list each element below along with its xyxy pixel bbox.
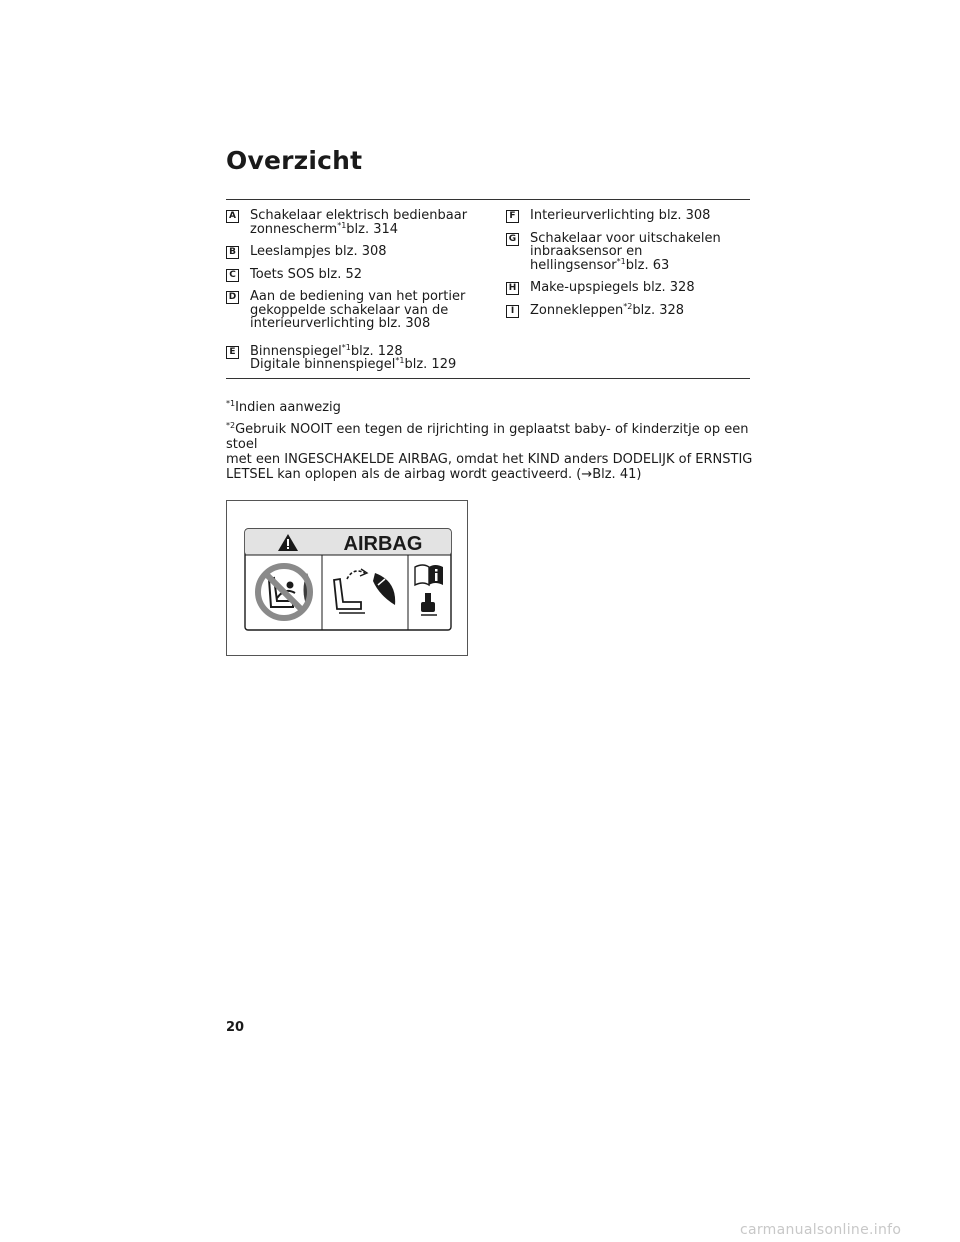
item-g-line-3: hellingsensor [530,257,617,273]
key-badge-h: H [506,282,519,295]
key-badge-i: I [506,305,519,318]
key-badge-d: D [226,291,239,304]
item-g-line-2: inbraaksensor en [530,244,643,259]
airbag-warning-label [227,501,467,655]
item-a-page-ref[interactable]: blz. 314 [346,221,399,237]
footnote-2-line-3[interactable]: LETSEL kan oplopen als de airbag wordt geactiveerd. (→Blz. 41) [226,467,642,482]
item-e-line-1: Binnenspiegel [250,343,342,359]
page-number: 20 [226,1020,245,1035]
footnote-2-marker: *2 [226,421,236,430]
item-a-line-1: Schakelaar elektrisch bedienbaar [250,208,468,223]
item-a-line-2: zonnescherm [250,221,338,237]
bottom-divider [226,378,750,379]
airbag-label-frame [226,500,468,656]
item-e-extra-footnote-ref: *1 [395,356,405,365]
item-e-page-ref[interactable]: blz. 128 [350,343,403,359]
key-badge-g: G [506,233,519,246]
legend-item-f [506,209,750,223]
key-badge-a: A [226,210,239,223]
legend-item-h [506,281,750,295]
key-badge-c: C [226,269,239,282]
airbag-label-text: AIRBAG [343,533,423,555]
watermark: carmanualsonline.info [740,1222,902,1238]
footnote-2-line-2: met een INGESCHAKELDE AIRBAG, omdat het KIND anders DODELIJK of ERNSTIG [226,452,753,467]
item-h-line-1: Make-upspiegels blz. 328 [530,280,695,295]
item-i-page-ref[interactable]: blz. 328 [632,302,685,318]
item-b-line-1: Leeslampjes blz. 308 [250,244,387,259]
footnote-1-marker: *1 [226,399,236,408]
item-i-line-1: Zonnekleppen [530,302,624,318]
page-title: Overzicht [226,146,363,175]
legend-column-left [226,209,482,381]
item-i-footnote-ref: *2 [623,301,633,311]
footnote-2 [226,422,756,482]
item-g-footnote-ref: *1 [616,256,626,266]
item-f-line-1: Interieurverlichting blz. 308 [530,208,711,223]
footnote-2-line-1: Gebruik NOOIT een tegen de rijrichting in geplaatst baby- of kinderzitje op een stoel [226,422,749,452]
key-badge-f: F [506,210,519,223]
legend-item-g [506,232,750,273]
legend-item-e [226,342,482,372]
footnote-1-text: Indien aanwezig [235,400,341,415]
legend-item-b [226,245,482,259]
legend-column-right [506,209,750,326]
top-divider [226,199,750,200]
item-d-line-2: gekoppelde schakelaar van de [250,302,449,318]
item-e-footnote-ref: *1 [341,342,351,352]
item-d-line-3: interieurverlichting blz. 308 [250,316,431,331]
item-e-extra-page-ref[interactable]: blz. 129 [404,357,457,372]
item-e-line-2: Digitale binnenspiegel [250,357,396,372]
legend-item-i [506,301,750,318]
footnote-1 [226,400,756,415]
item-c-line-1: Toets SOS blz. 52 [250,266,363,282]
footnotes [226,400,756,489]
legend-item-a [226,209,482,236]
key-badge-b: B [226,246,239,259]
item-a-footnote-ref: *1 [337,220,347,230]
legend-item-d [226,290,482,331]
legend-item-c [226,268,482,282]
item-d-line-1: Aan de bediening van het portier [250,289,466,304]
item-g-page-ref[interactable]: blz. 63 [625,257,670,273]
key-badge-e: E [226,346,239,359]
item-g-line-1: Schakelaar voor uitschakelen [530,230,721,246]
